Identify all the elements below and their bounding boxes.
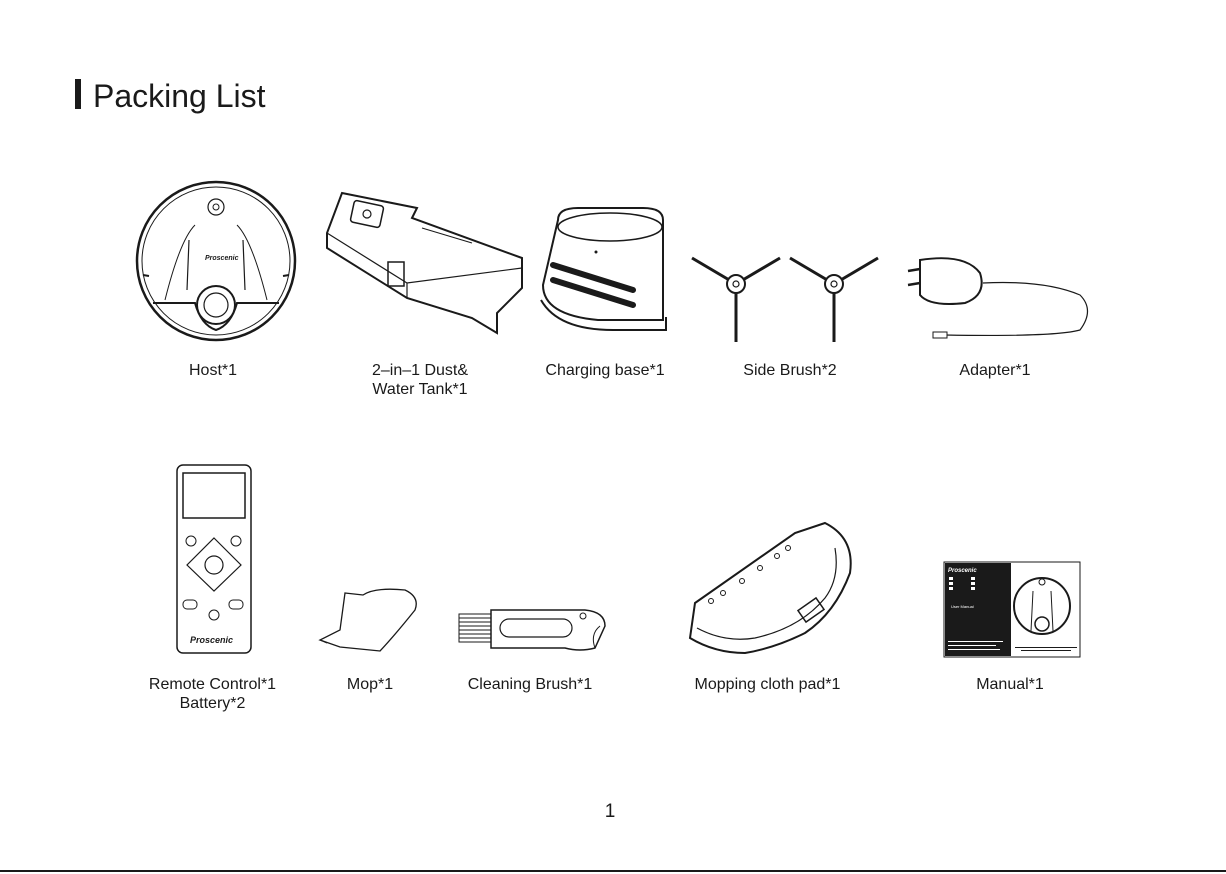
robot-vacuum-illustration [135, 180, 297, 342]
manual-illustration [943, 561, 1081, 658]
heading-accent-bar [75, 79, 81, 109]
remote-label [130, 675, 295, 713]
tank-label-line2: Water Tank*1 [372, 381, 468, 398]
mopping-pad-label: Mopping cloth pad*1 [694, 676, 841, 693]
footer-divider [0, 870, 1226, 872]
remote-control-illustration [175, 463, 253, 655]
host-label: Host*1 [188, 362, 238, 379]
cleaning-brush-label: Cleaning Brush*1 [467, 676, 593, 693]
side-brush-label: Side Brush*2 [743, 362, 837, 379]
svg-text:Proscenic: Proscenic [948, 568, 977, 574]
svg-text:Proscenic: Proscenic [205, 255, 239, 262]
side-brush-illustration [786, 248, 882, 344]
cleaning-brush-illustration [455, 604, 608, 656]
tank-label-line1: 2–in–1 Dust& [371, 362, 469, 379]
adapter-illustration [905, 255, 1090, 340]
side-brush-illustration [688, 248, 784, 344]
remote-label-line1: Remote Control*1 [148, 676, 277, 693]
mopping-pad-illustration [685, 518, 860, 658]
dust-water-tank-illustration [322, 188, 527, 335]
svg-text:User Manual: User Manual [951, 604, 974, 609]
tank-label [345, 361, 495, 399]
manual-label: Manual*1 [976, 676, 1044, 693]
page-title: Packing List [93, 78, 266, 114]
remote-label-line2: Battery*2 [179, 695, 246, 712]
page-number: 1 [604, 801, 616, 822]
mop-illustration [315, 585, 420, 653]
charging-base-label: Charging base*1 [545, 362, 665, 379]
svg-text:Proscenic: Proscenic [190, 635, 234, 645]
mop-label: Mop*1 [346, 676, 394, 693]
charging-base-illustration [538, 205, 673, 335]
adapter-label: Adapter*1 [959, 362, 1031, 379]
